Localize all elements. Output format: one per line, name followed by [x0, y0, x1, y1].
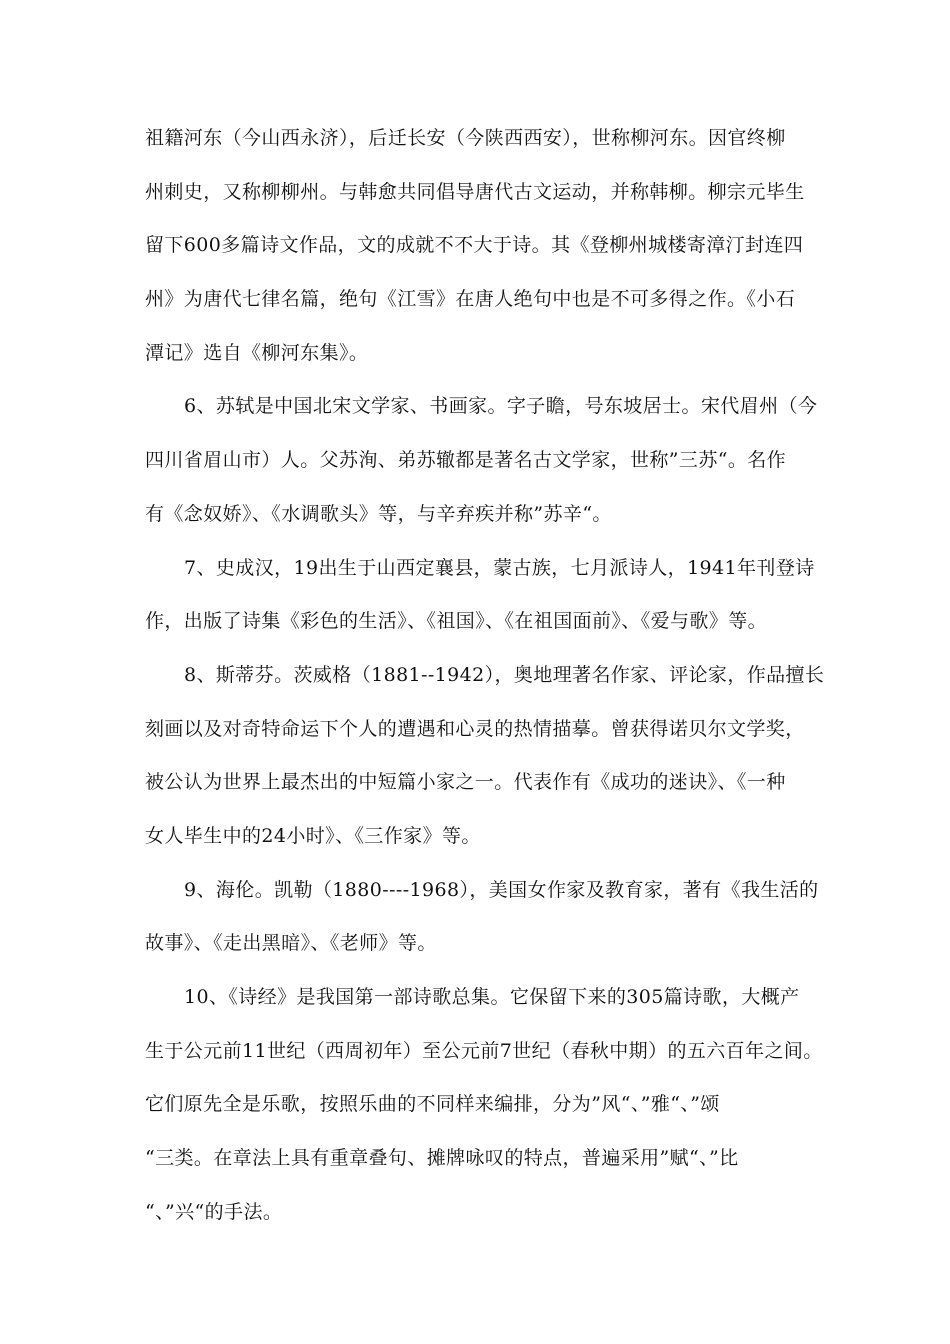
text-line: 生于公元前11世纪（西周初年）至公元前7世纪（春秋中期）的五六百年之间。 — [145, 1039, 823, 1062]
text-line: 潭记》选自《柳河东集》。 — [145, 341, 369, 364]
text-line: 7、史成汉，19出生于山西定襄县，蒙古族，七月派诗人，1941年刊登诗 — [184, 556, 815, 579]
text-line: 女人毕生中的24小时》、《三作家》等。 — [145, 824, 481, 847]
text-line: 故事》、《走出黑暗》、《老师》等。 — [145, 932, 437, 955]
text-line: “、”兴“的手法。 — [145, 1200, 283, 1223]
text-line: 9、海伦。凯勒（1880----1968），美国女作家及教育家，著有《我生活的 — [184, 878, 819, 901]
text-line: 10、《诗经》是我国第一部诗歌总集。它保留下来的305篇诗歌，大概产 — [184, 986, 800, 1008]
text-line: 有《念奴娇》、《水调歌头》等，与辛弃疾并称”苏辛“。 — [145, 502, 612, 525]
text-line: 留下600多篇诗文作品，文的成就不不大于诗。其《登柳州城楼寄漳汀封连四 — [145, 234, 804, 257]
text-line: 作，出版了诗集《彩色的生活》、《祖国》、《在祖国面前》、《爱与歌》等。 — [145, 610, 768, 633]
text-line: 它们原先全是乐歌，按照乐曲的不同样来编排，分为”风“、”雅“、”颂 — [145, 1093, 720, 1116]
text-line: 祖籍河东（今山西永济），后迁长安（今陕西西安），世称柳河东。因官终柳 — [145, 127, 786, 149]
text-line: 州刺史，又称柳柳州。与韩愈共同倡导唐代古文运动，并称韩柳。柳宗元毕生 — [145, 180, 805, 203]
text-line: 四川省眉山市）人。父苏洵、弟苏辙都是著名古文学家，世称”三苏“。名作 — [145, 449, 787, 472]
text-line: 州》为唐代七律名篇，绝句《江雪》在唐人绝句中也是不可多得之作。《小石 — [145, 288, 796, 311]
text-line: 刻画以及对奇特命运下个人的遭遇和心灵的热情描摹。曾获得诺贝尔文学奖， — [145, 717, 805, 740]
text-line: 6、苏轼是中国北宋文学家、书画家。字子瞻，号东坡居士。宋代眉州（今 — [184, 395, 818, 418]
text-line: “三类。在章法上具有重章叠句、摊牌咏叹的特点，普遍采用”赋“、”比 — [145, 1147, 739, 1170]
document-body — [145, 118, 825, 1245]
text-line: 被公认为世界上最杰出的中短篇小家之一。代表作有《成功的迷诀》、《一种 — [145, 771, 786, 794]
text-line: 8、斯蒂芬。茨威格（1881--1942），奥地理著名作家、评论家，作品擅长 — [184, 663, 825, 686]
